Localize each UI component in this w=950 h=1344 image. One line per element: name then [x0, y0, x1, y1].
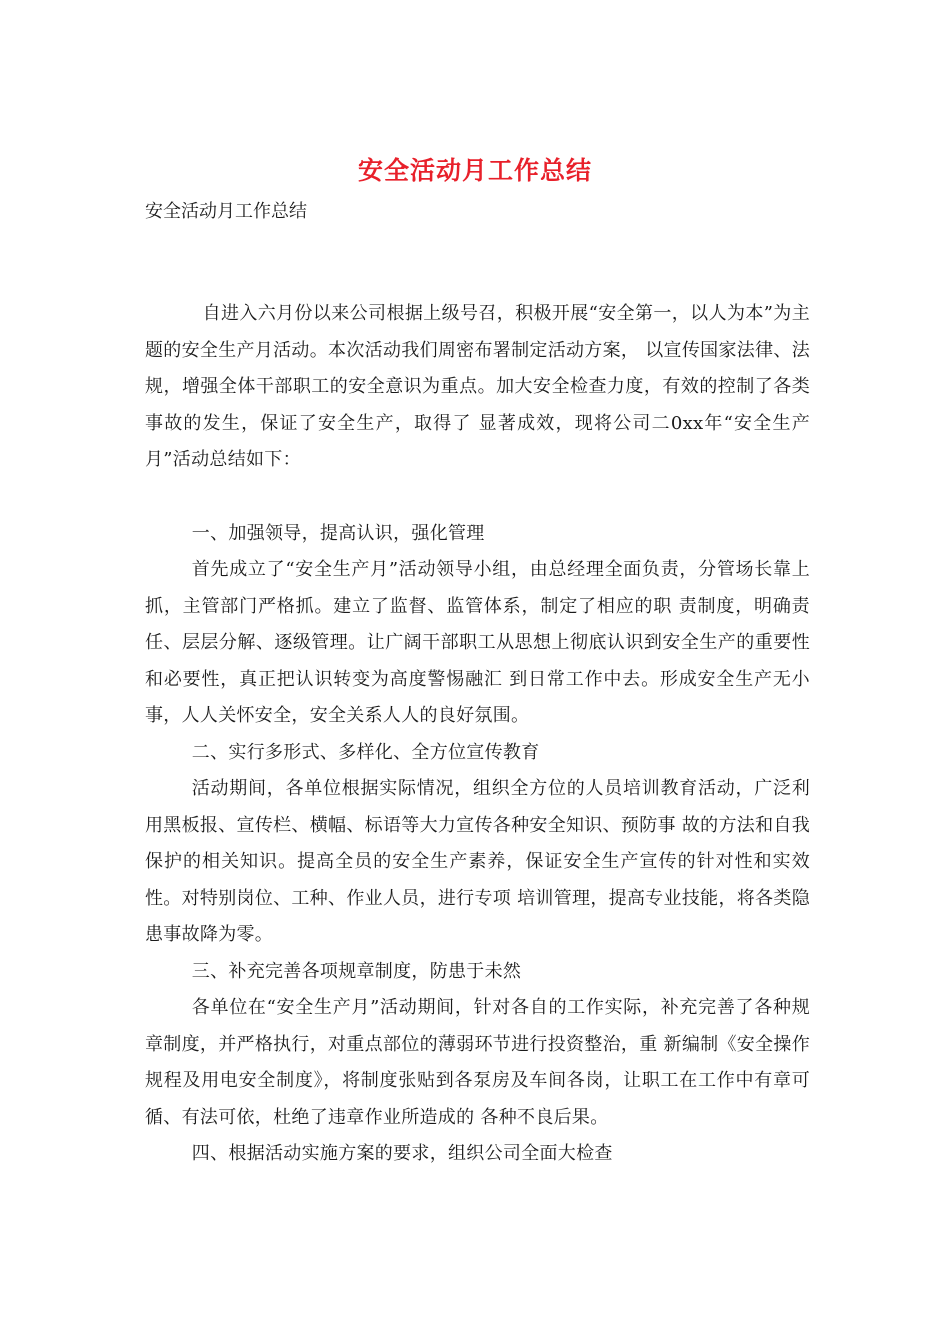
section-heading-1: 一、加强领导，提高认识，强化管理: [191, 522, 485, 544]
paragraph-spacer: [145, 479, 810, 516]
document-subtitle: 安全活动月工作总结: [145, 201, 307, 222]
document-body: [145, 296, 810, 1173]
section-body-3: 各单位在“安全生产月”活动期间，针对各自的工作实际，补充完善了各种规章制度，并严格执行，对重点部位的薄弱环节进行投资整治，重 新编制《安全操作规程及用电安全制度》，将制度张贴到各泵房及车间各岗，让职工在工作中有章可循、有法可依，杜绝了违章作业所造成的 各种不良后果。: [145, 997, 810, 1128]
section-heading-3: 三、补充完善各项规章制度，防患于未然: [191, 960, 522, 982]
section-heading-4: 四、根据活动实施方案的要求，组织公司全面大检查: [191, 1143, 613, 1164]
intro-paragraph: 自进入六月份以来公司根据上级号召，积极开展“安全第一，以人为本”为主题的安全生产月活动。本次活动我们周密布署制定活动方案， 以宣传国家法律、法规，增强全体干部职工的安全意识为重点。加大安全检查力度，有效的控制了各类事故的发生，保证了安全生产，取得了 显著成效，现将公司二0xx年“安全生产月”活动总结如下：: [145, 303, 810, 470]
document-title: 安全活动月工作总结: [357, 156, 592, 185]
section-body-1: 首先成立了“安全生产月”活动领导小组，由总经理全面负责，分管场长靠上抓，主管部门严格抓。建立了监督、监管体系，制定了相应的职 责制度，明确责任、层层分解、逐级管理。让广阔干部职工从思想上彻底认识到安全生产的重要性和必要性，真正把认识转变为高度警惕融汇 到日常工作中去。形成安全生产无小事，人人关怀安全，安全关系人人的良好氛围。: [145, 559, 810, 726]
section-body-2: 活动期间，各单位根据实际情况，组织全方位的人员培训教育活动，广泛利用黑板报、宣传栏、横幅、标语等大力宣传各种安全知识、预防事 故的方法和自我保护的相关知识。提高全员的安全生产素养，保证安全生产宣传的针对性和实效性。对特别岗位、工种、作业人员，进行专项 培训管理，提高专业技能，将各类隐患事故降为零。: [145, 778, 810, 945]
section-heading-2: 二、实行多形式、多样化、全方位宣传教育: [191, 741, 540, 763]
